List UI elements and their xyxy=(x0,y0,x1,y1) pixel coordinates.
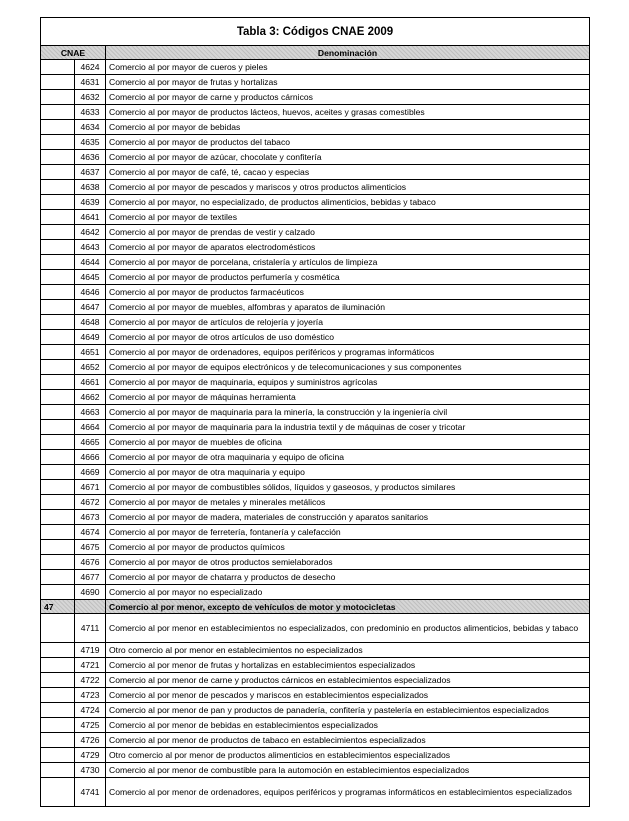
cell-denominacion: Comercio al por mayor de textiles xyxy=(106,210,590,225)
table-row xyxy=(41,658,590,673)
cell-division xyxy=(41,778,75,807)
cell-code: 4661 xyxy=(75,375,106,390)
table-row xyxy=(41,300,590,315)
cell-division xyxy=(41,703,75,718)
cell-denominacion: Comercio al por menor en establecimientos no especializados, con predominio en productos alimenticios, bebidas y tabaco xyxy=(106,614,590,643)
cell-denominacion: Comercio al por mayor de artículos de relojería y joyería xyxy=(106,315,590,330)
cell-division xyxy=(41,673,75,688)
cell-denominacion: Comercio al por menor de frutas y hortalizas en establecimientos especializados xyxy=(106,658,590,673)
cell-denominacion: Comercio al por mayor de máquinas herramienta xyxy=(106,390,590,405)
cell-code: 4724 xyxy=(75,703,106,718)
cell-code: 4634 xyxy=(75,120,106,135)
cell-code: 4643 xyxy=(75,240,106,255)
cell-denominacion: Comercio al por mayor de maquinaria para la minería, la construcción y la ingeniería civil xyxy=(106,405,590,420)
cell-denominacion: Comercio al por mayor de combustibles sólidos, líquidos y gaseosos, y productos similares xyxy=(106,480,590,495)
table-row xyxy=(41,180,590,195)
cell-division xyxy=(41,585,75,600)
cell-denominacion: Comercio al por mayor de productos perfumería y cosmética xyxy=(106,270,590,285)
cell-division xyxy=(41,330,75,345)
cell-division: 47 xyxy=(41,600,75,614)
table-row xyxy=(41,510,590,525)
cell-division xyxy=(41,450,75,465)
cell-code: 4652 xyxy=(75,360,106,375)
table-row xyxy=(41,240,590,255)
table-row xyxy=(41,555,590,570)
table-row xyxy=(41,360,590,375)
cell-code: 4639 xyxy=(75,195,106,210)
cell-code: 4690 xyxy=(75,585,106,600)
cell-denominacion: Comercio al por mayor de ferretería, fontanería y calefacción xyxy=(106,525,590,540)
table-row xyxy=(41,390,590,405)
cell-division xyxy=(41,480,75,495)
cell-denominacion: Comercio al por mayor de frutas y hortalizas xyxy=(106,75,590,90)
cell-denominacion: Comercio al por mayor de madera, materiales de construcción y aparatos sanitarios xyxy=(106,510,590,525)
cell-division xyxy=(41,360,75,375)
table-row xyxy=(41,748,590,763)
cell-denominacion: Comercio al por mayor de maquinaria para la industria textil y de máquinas de coser y tricotar xyxy=(106,420,590,435)
cell-code: 4633 xyxy=(75,105,106,120)
table-row xyxy=(41,375,590,390)
cell-division xyxy=(41,643,75,658)
cell-denominacion: Comercio al por mayor de otros productos semielaborados xyxy=(106,555,590,570)
table-row xyxy=(41,135,590,150)
table-row xyxy=(41,270,590,285)
cell-denominacion: Comercio al por mayor de metales y minerales metálicos xyxy=(106,495,590,510)
cell-division xyxy=(41,405,75,420)
cell-division xyxy=(41,300,75,315)
cell-code: 4677 xyxy=(75,570,106,585)
table-title: Tabla 3: Códigos CNAE 2009 xyxy=(41,18,590,46)
table-header-row xyxy=(41,46,590,60)
cell-code: 4672 xyxy=(75,495,106,510)
cell-code: 4646 xyxy=(75,285,106,300)
table-row xyxy=(41,405,590,420)
cell-denominacion: Comercio al por menor de pan y productos de panadería, confitería y pastelería en establecimientos especializados xyxy=(106,703,590,718)
cell-denominacion: Comercio al por mayor de muebles, alfombras y aparatos de iluminación xyxy=(106,300,590,315)
cell-division xyxy=(41,570,75,585)
cell-code: 4722 xyxy=(75,673,106,688)
cell-division xyxy=(41,435,75,450)
table-body xyxy=(41,60,590,807)
cell-denominacion: Comercio al por mayor de prendas de vestir y calzado xyxy=(106,225,590,240)
cell-division xyxy=(41,345,75,360)
cell-division xyxy=(41,105,75,120)
cell-code: 4642 xyxy=(75,225,106,240)
cell-division xyxy=(41,465,75,480)
table-row xyxy=(41,465,590,480)
cell-code: 4648 xyxy=(75,315,106,330)
cell-division xyxy=(41,255,75,270)
cell-code: 4723 xyxy=(75,688,106,703)
cell-denominacion: Comercio al por mayor de equipos electrónicos y de telecomunicaciones y sus componentes xyxy=(106,360,590,375)
cell-division xyxy=(41,420,75,435)
cell-denominacion: Comercio al por mayor de azúcar, chocolate y confitería xyxy=(106,150,590,165)
cell-division xyxy=(41,375,75,390)
table-row xyxy=(41,105,590,120)
cell-denominacion: Comercio al por mayor de bebidas xyxy=(106,120,590,135)
table-row xyxy=(41,165,590,180)
table-row xyxy=(41,673,590,688)
cell-division xyxy=(41,510,75,525)
cell-code: 4637 xyxy=(75,165,106,180)
cell-code: 4632 xyxy=(75,90,106,105)
cell-division xyxy=(41,150,75,165)
cell-division xyxy=(41,90,75,105)
table-row xyxy=(41,120,590,135)
cell-division xyxy=(41,555,75,570)
table-row xyxy=(41,540,590,555)
cell-division xyxy=(41,525,75,540)
table-title-row xyxy=(41,18,590,46)
table-row xyxy=(41,703,590,718)
cell-code: 4635 xyxy=(75,135,106,150)
cell-division xyxy=(41,763,75,778)
cell-code: 4676 xyxy=(75,555,106,570)
table-row xyxy=(41,195,590,210)
cell-denominacion: Comercio al por mayor de cueros y pieles xyxy=(106,60,590,75)
cell-code: 4674 xyxy=(75,525,106,540)
cell-denominacion: Comercio al por mayor de otra maquinaria y equipo de oficina xyxy=(106,450,590,465)
cell-division xyxy=(41,658,75,673)
table-row xyxy=(41,285,590,300)
cell-denominacion: Comercio al por menor de ordenadores, equipos periféricos y programas informáticos en establecimientos especializados xyxy=(106,778,590,807)
cell-division xyxy=(41,614,75,643)
cell-division xyxy=(41,315,75,330)
table-row xyxy=(41,763,590,778)
table-row xyxy=(41,435,590,450)
cell-denominacion: Comercio al por mayor de ordenadores, equipos periféricos y programas informáticos xyxy=(106,345,590,360)
cell-code: 4651 xyxy=(75,345,106,360)
cell-code: 4721 xyxy=(75,658,106,673)
cell-division xyxy=(41,60,75,75)
cnae-table xyxy=(40,17,590,807)
table-row xyxy=(41,75,590,90)
cell-division xyxy=(41,75,75,90)
table-row xyxy=(41,733,590,748)
cell-division xyxy=(41,135,75,150)
cell-code: 4641 xyxy=(75,210,106,225)
table-group-row xyxy=(41,600,590,614)
cell-code xyxy=(75,600,106,614)
cell-code: 4644 xyxy=(75,255,106,270)
cell-denominacion: Comercio al por mayor de aparatos electrodomésticos xyxy=(106,240,590,255)
cell-division xyxy=(41,540,75,555)
cell-denominacion: Otro comercio al por menor de productos alimenticios en establecimientos especializados xyxy=(106,748,590,763)
cell-denominacion: Comercio al por menor de carne y productos cárnicos en establecimientos especializados xyxy=(106,673,590,688)
header-denominacion: Denominación xyxy=(106,46,590,60)
table-row xyxy=(41,255,590,270)
cell-denominacion: Comercio al por mayor de productos lácteos, huevos, aceites y grasas comestibles xyxy=(106,105,590,120)
cell-code: 4636 xyxy=(75,150,106,165)
cell-division xyxy=(41,240,75,255)
table-row xyxy=(41,570,590,585)
cell-denominacion: Comercio al por menor de pescados y mariscos en establecimientos especializados xyxy=(106,688,590,703)
cell-division xyxy=(41,180,75,195)
table-row xyxy=(41,420,590,435)
table-row xyxy=(41,585,590,600)
cell-code: 4729 xyxy=(75,748,106,763)
header-cnae: CNAE xyxy=(41,46,106,60)
cell-code: 4645 xyxy=(75,270,106,285)
cell-code: 4666 xyxy=(75,450,106,465)
table-row xyxy=(41,345,590,360)
cell-division xyxy=(41,195,75,210)
cell-code: 4671 xyxy=(75,480,106,495)
cell-code: 4638 xyxy=(75,180,106,195)
table-row xyxy=(41,495,590,510)
cell-code: 4719 xyxy=(75,643,106,658)
cell-code: 4673 xyxy=(75,510,106,525)
cell-code: 4711 xyxy=(75,614,106,643)
cell-denominacion: Comercio al por menor de combustible para la automoción en establecimientos especializados xyxy=(106,763,590,778)
cell-code: 4631 xyxy=(75,75,106,90)
table-row xyxy=(41,450,590,465)
cell-denominacion: Otro comercio al por menor en establecimientos no especializados xyxy=(106,643,590,658)
table-row xyxy=(41,480,590,495)
cell-code: 4662 xyxy=(75,390,106,405)
cell-denominacion: Comercio al por mayor no especializado xyxy=(106,585,590,600)
cell-denominacion: Comercio al por mayor de productos químicos xyxy=(106,540,590,555)
cell-denominacion: Comercio al por menor, excepto de vehículos de motor y motocicletas xyxy=(106,600,590,614)
cell-division xyxy=(41,270,75,285)
table-row xyxy=(41,778,590,807)
cell-denominacion: Comercio al por mayor de maquinaria, equipos y suministros agrícolas xyxy=(106,375,590,390)
table-row xyxy=(41,330,590,345)
cell-division xyxy=(41,495,75,510)
cell-denominacion: Comercio al por mayor de chatarra y productos de desecho xyxy=(106,570,590,585)
cell-division xyxy=(41,718,75,733)
table-row xyxy=(41,525,590,540)
cell-denominacion: Comercio al por mayor de productos del tabaco xyxy=(106,135,590,150)
cell-denominacion: Comercio al por mayor de otra maquinaria y equipo xyxy=(106,465,590,480)
cell-denominacion: Comercio al por mayor de pescados y mariscos y otros productos alimenticios xyxy=(106,180,590,195)
cell-code: 4669 xyxy=(75,465,106,480)
table-row xyxy=(41,150,590,165)
cell-code: 4675 xyxy=(75,540,106,555)
cell-division xyxy=(41,285,75,300)
cell-denominacion: Comercio al por mayor de productos farmacéuticos xyxy=(106,285,590,300)
cell-code: 4726 xyxy=(75,733,106,748)
table-row xyxy=(41,315,590,330)
table-row xyxy=(41,688,590,703)
cell-division xyxy=(41,390,75,405)
table-row xyxy=(41,210,590,225)
cell-division xyxy=(41,210,75,225)
table-row xyxy=(41,614,590,643)
cell-code: 4647 xyxy=(75,300,106,315)
cell-code: 4624 xyxy=(75,60,106,75)
table-row xyxy=(41,718,590,733)
cell-division xyxy=(41,225,75,240)
cell-denominacion: Comercio al por menor de productos de tabaco en establecimientos especializados xyxy=(106,733,590,748)
cell-division xyxy=(41,688,75,703)
cell-division xyxy=(41,120,75,135)
cell-code: 4663 xyxy=(75,405,106,420)
cell-denominacion: Comercio al por mayor de porcelana, cristalería y artículos de limpieza xyxy=(106,255,590,270)
cell-code: 4730 xyxy=(75,763,106,778)
table-row xyxy=(41,60,590,75)
cell-code: 4741 xyxy=(75,778,106,807)
cell-code: 4664 xyxy=(75,420,106,435)
cell-division xyxy=(41,748,75,763)
cell-denominacion: Comercio al por mayor de otros artículos de uso doméstico xyxy=(106,330,590,345)
cell-denominacion: Comercio al por mayor de café, té, cacao y especias xyxy=(106,165,590,180)
cell-denominacion: Comercio al por mayor, no especializado, de productos alimenticios, bebidas y tabaco xyxy=(106,195,590,210)
cell-division xyxy=(41,733,75,748)
cell-code: 4665 xyxy=(75,435,106,450)
table-row xyxy=(41,90,590,105)
cell-denominacion: Comercio al por mayor de carne y productos cárnicos xyxy=(106,90,590,105)
cell-division xyxy=(41,165,75,180)
cell-denominacion: Comercio al por menor de bebidas en establecimientos especializados xyxy=(106,718,590,733)
table-row xyxy=(41,225,590,240)
table-row xyxy=(41,643,590,658)
cell-code: 4725 xyxy=(75,718,106,733)
cell-code: 4649 xyxy=(75,330,106,345)
cell-denominacion: Comercio al por mayor de muebles de oficina xyxy=(106,435,590,450)
